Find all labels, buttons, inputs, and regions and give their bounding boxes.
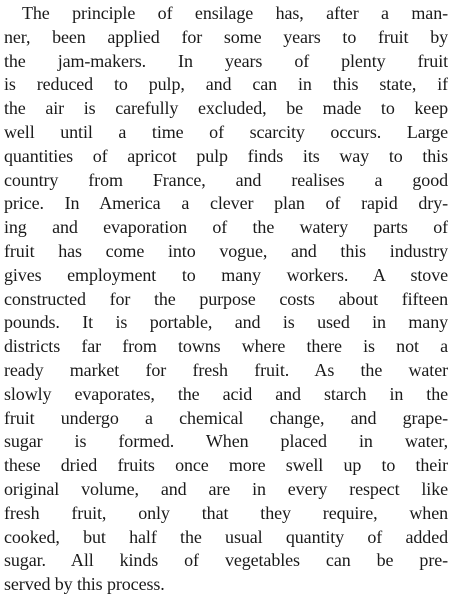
text-line: fresh fruit, only that they require, when xyxy=(4,502,448,523)
text-line: ner, been applied for some years to fruit by xyxy=(4,26,448,47)
article-text xyxy=(4,2,448,597)
text-line: original volume, and are in every respect like xyxy=(4,478,448,499)
text-line: gives employment to many workers. A stove xyxy=(4,264,448,285)
text-line: quantities of apricot pulp finds its way to this xyxy=(4,145,448,166)
text-line: slowly evaporates, the acid and starch in the xyxy=(4,383,448,404)
text-line: the air is carefully excluded, be made to keep xyxy=(4,98,448,119)
text-line: fruit undergo a chemical change, and grape- xyxy=(4,407,448,428)
text-line: sugar is formed. When placed in water, xyxy=(4,431,448,452)
text-line: fruit has come into vogue, and this industry xyxy=(4,240,448,261)
text-line: constructed for the purpose costs about fifteen xyxy=(4,288,448,309)
text-line: The principle of ensilage has, after a man- xyxy=(22,3,448,23)
text-line: price. In America a clever plan of rapid dry- xyxy=(4,193,448,214)
text-line: is reduced to pulp, and can in this state, if xyxy=(4,74,448,95)
text-line: ing and evaporation of the watery parts of xyxy=(4,217,448,238)
text-line: sugar. All kinds of vegetables can be pre- xyxy=(4,550,448,571)
text-line: ready market for fresh fruit. As the water xyxy=(4,359,448,380)
text-line: these dried fruits once more swell up to their xyxy=(4,455,448,476)
text-line: cooked, but half the usual quantity of added xyxy=(4,526,448,547)
text-line: served by this process. xyxy=(4,574,165,595)
text-line: districts far from towns where there is not a xyxy=(4,336,448,357)
text-line: the jam-makers. In years of plenty fruit xyxy=(4,50,448,71)
text-line: well until a time of scarcity occurs. Large xyxy=(4,121,448,142)
text-line: country from France, and realises a good xyxy=(4,169,448,190)
text-line: pounds. It is portable, and is used in many xyxy=(4,312,448,333)
